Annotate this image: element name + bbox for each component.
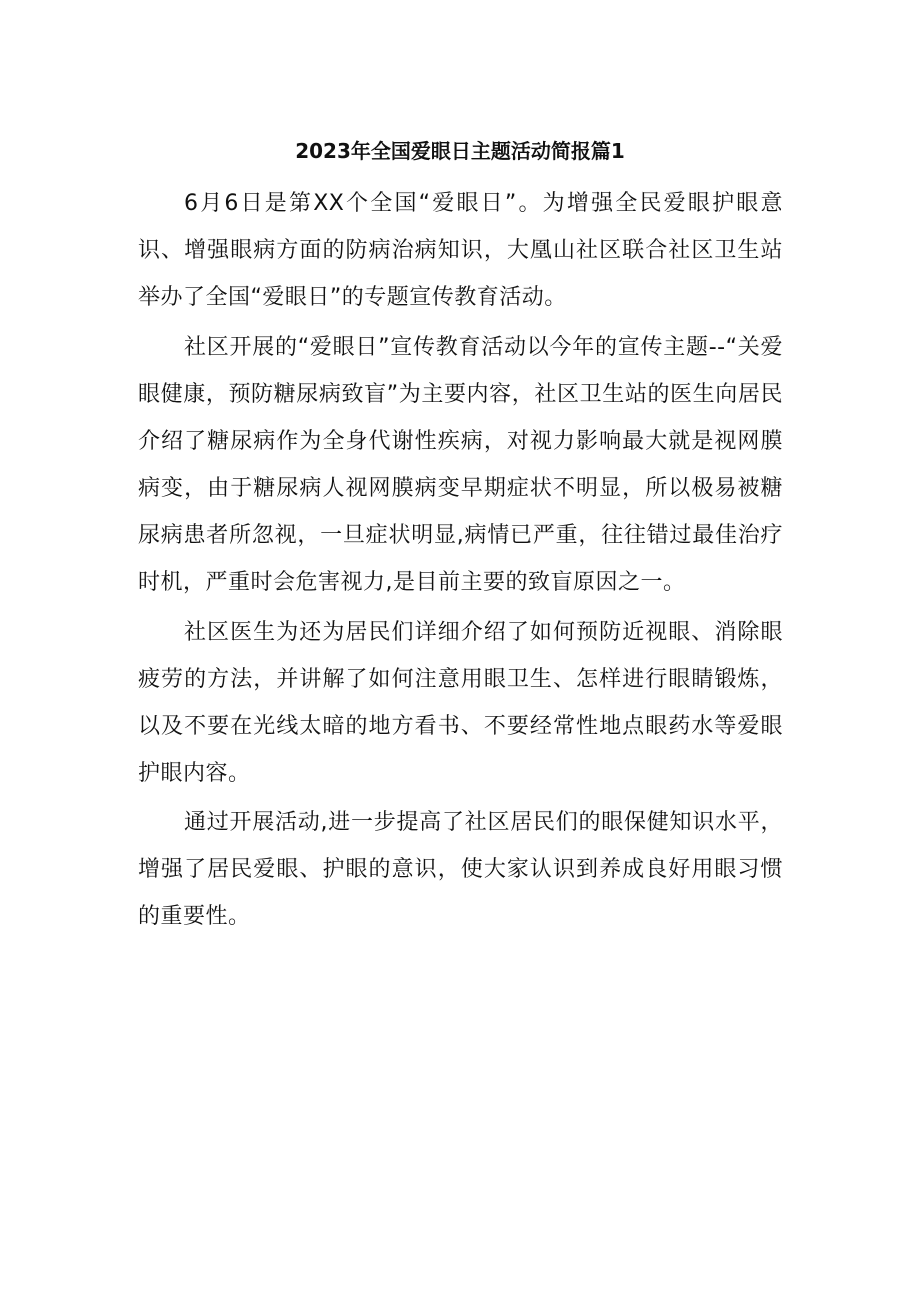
document-body xyxy=(138,180,783,940)
paragraph-4: 通过开展活动,进一步提高了社区居民们的眼保健知识水平，增强了居民爱眼、护眼的意识，使大家认识到养成良好用眼习惯的重要性。 xyxy=(138,810,783,929)
document-title: 2023年全国爱眼日主题活动简报篇1 xyxy=(295,139,625,163)
paragraph-3: 社区医生为还为居民们详细介绍了如何预防近视眼、消除眼疲劳的方法，并讲解了如何注意用眼卫生、怎样进行眼睛锻炼，以及不要在光线太暗的地方看书、不要经常性地点眼药水等爱眼护眼内容。 xyxy=(138,620,783,786)
paragraph-1: 6月6日是第XX个全国“爱眼日”。为增强全民爱眼护眼意识、增强眼病方面的防病治病知识，大凰山社区联合社区卫生站举办了全国“爱眼日”的专题宣传教育活动。 xyxy=(138,191,783,310)
paragraph-2: 社区开展的“爱眼日”宣传教育活动以今年的宣传主题--“关爱眼健康，预防糖尿病致盲”为主要内容，社区卫生站的医生向居民介绍了糖尿病作为全身代谢性疾病，对视力影响最大就是视网膜病变，由于糖尿病人视网膜病变早期症状不明显，所以极易被糖尿病患者所忽视，一旦症状明显,病情已严重，往往错过最佳治疗时机，严重时会危害视力,是目前主要的致盲原因之一。 xyxy=(138,335,783,595)
